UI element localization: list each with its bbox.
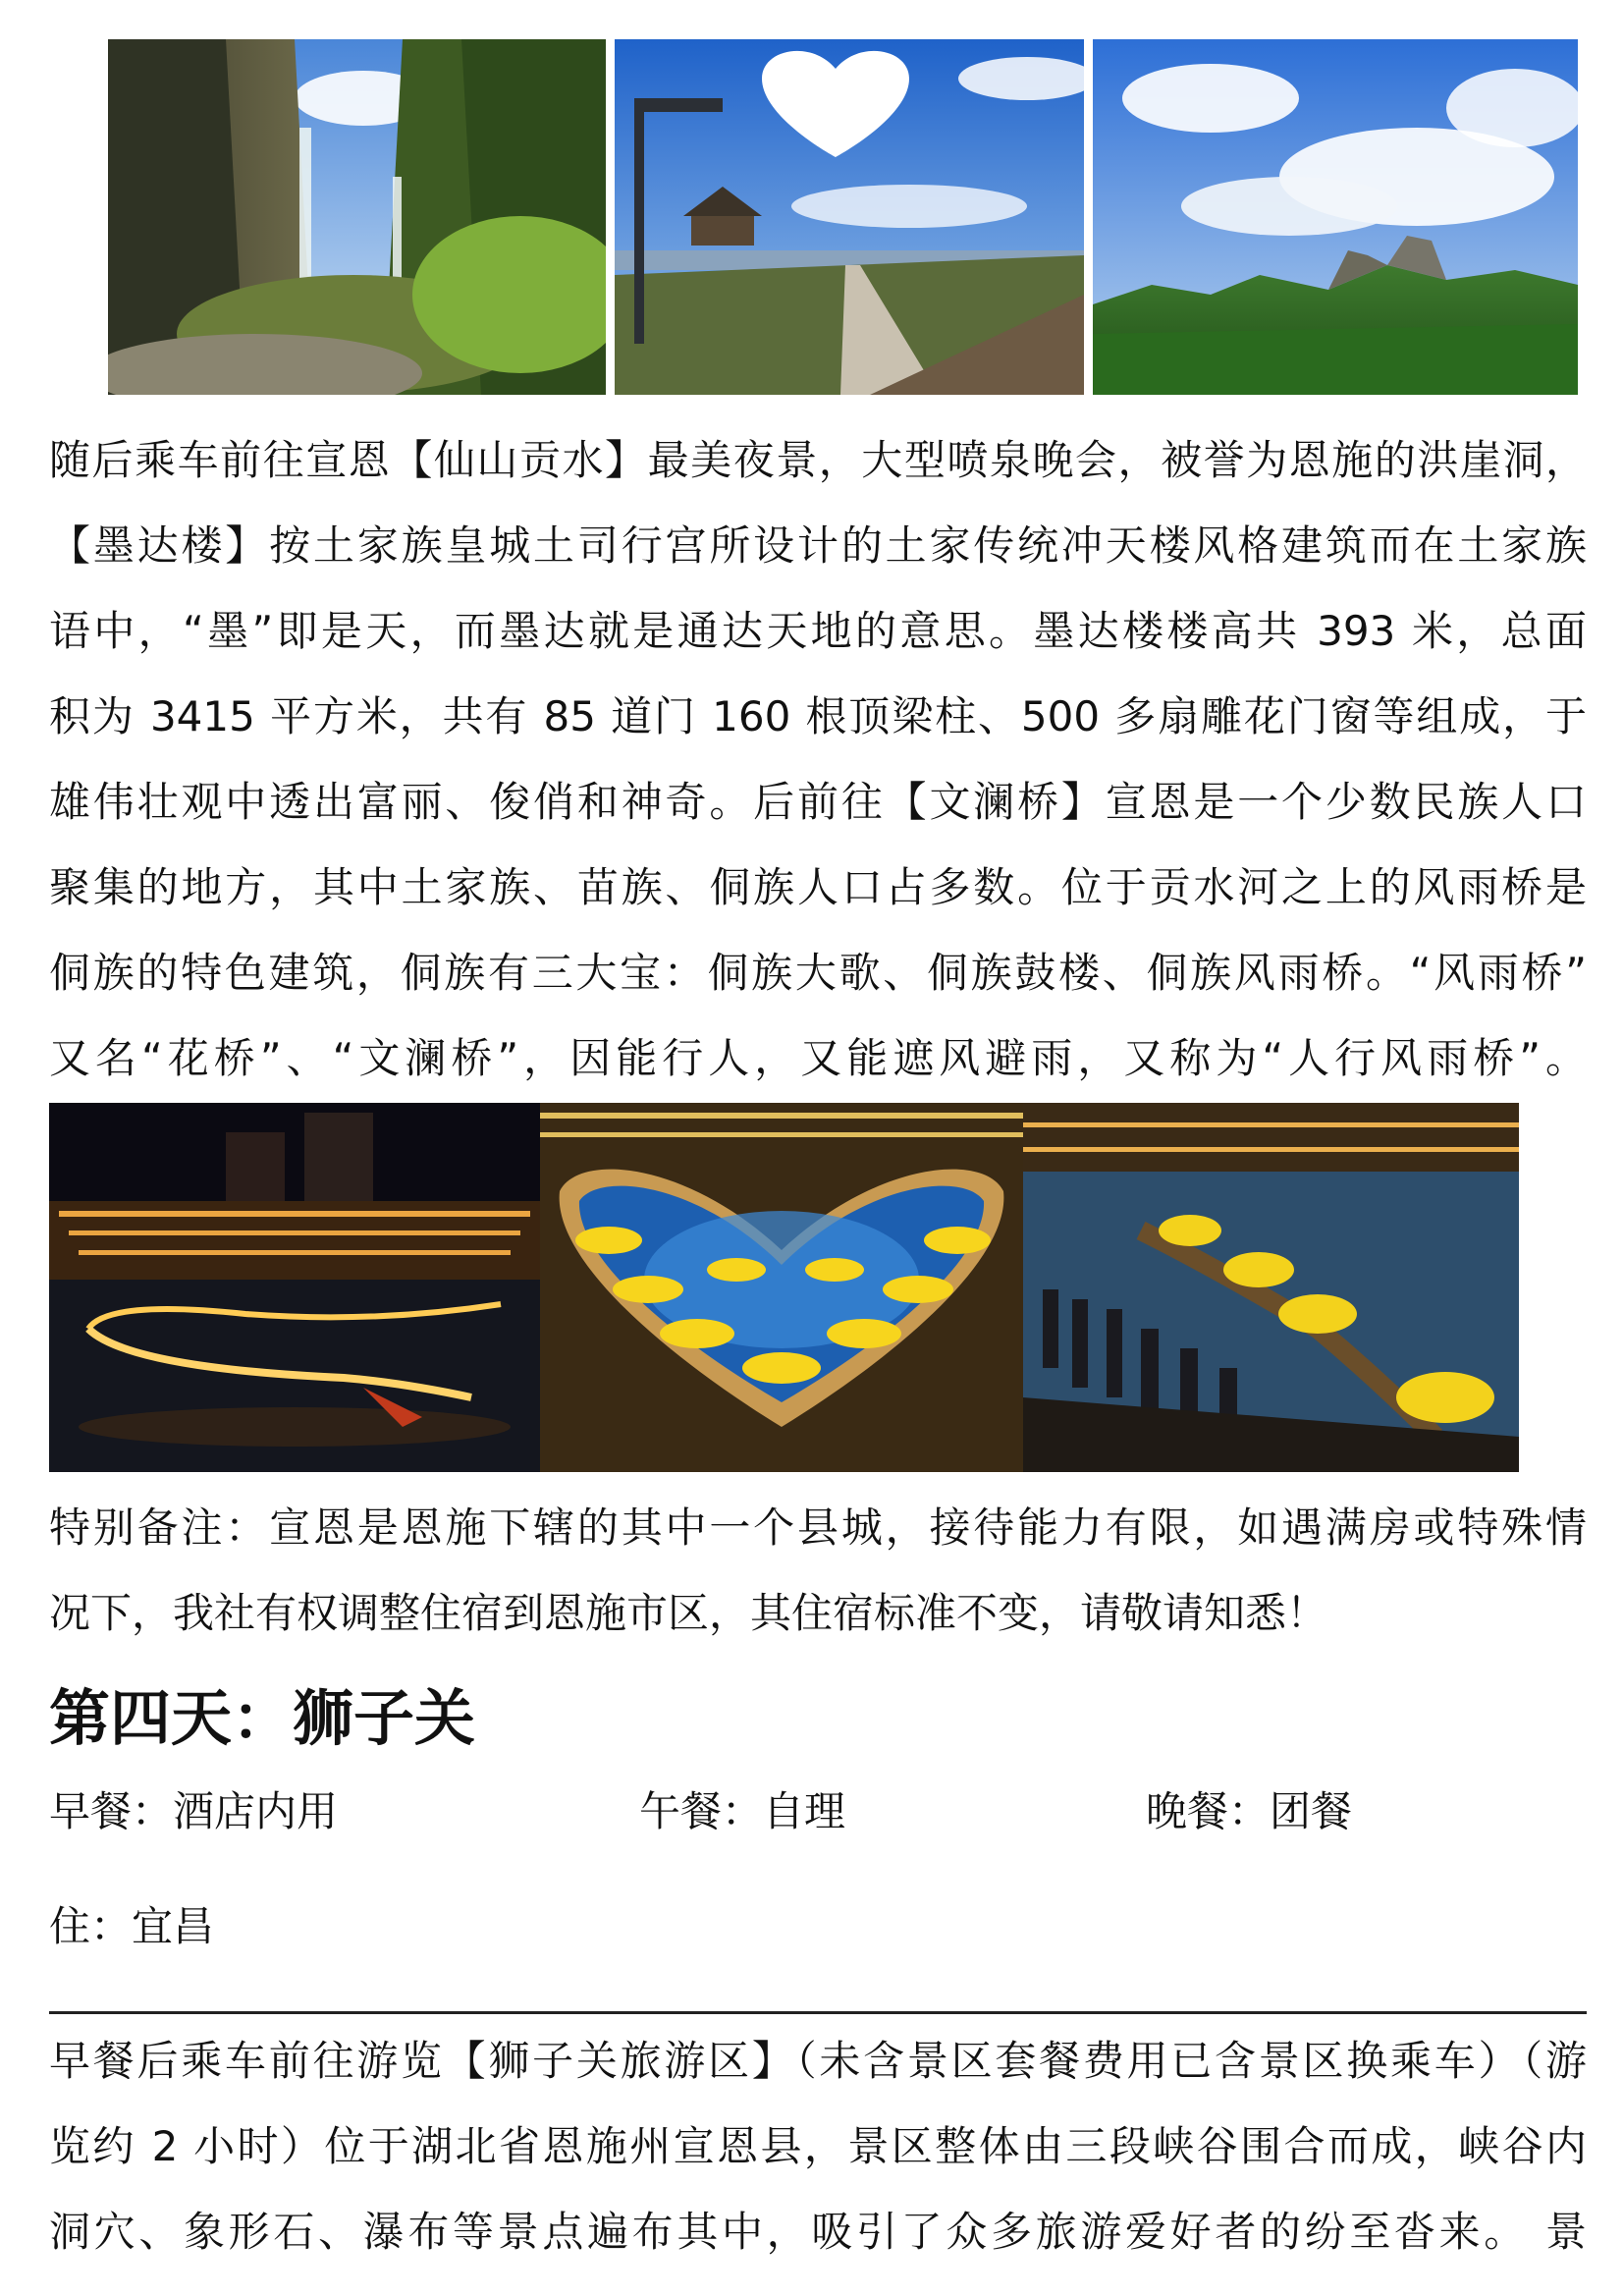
paragraph-line: 又名“花桥”、“文澜桥”，因能行人，又能遮风避雨，又称为“人行风雨桥”。 bbox=[49, 1034, 1587, 1082]
intro-paragraph bbox=[49, 417, 1587, 1101]
paragraph-line: 聚集的地方，其中土家族、苗族、侗族人口占多数。位于贡水河之上的风雨桥是 bbox=[49, 863, 1587, 911]
day-title: 第四天：狮子关 bbox=[49, 1682, 476, 1754]
photo-canyon-waterfall bbox=[108, 39, 606, 395]
note-line: 特别备注：宣恩是恩施下辖的其中一个县城，接待能力有限，如遇满房或特殊情 bbox=[49, 1503, 1587, 1552]
paragraph-line: 积为 3415 平方米，共有 85 道门 160 根顶梁柱、500 多扇雕花门窗等组成，于 bbox=[49, 692, 1587, 740]
breakfast-info: 早餐：酒店内用 bbox=[49, 1787, 339, 1835]
divider bbox=[49, 2011, 1587, 2014]
photo-heart-cloud-walkway bbox=[615, 39, 1084, 395]
accommodation-info: 住：宜昌 bbox=[49, 1902, 215, 1950]
note-line: 况下，我社有权调整住宿到恩施市区，其住宿标准不变，请敬请知悉！ bbox=[49, 1589, 1328, 1637]
photo-night-crowd-umbrellas bbox=[1023, 1103, 1519, 1472]
special-note bbox=[49, 1485, 1587, 1656]
lunch-info: 午餐：自理 bbox=[639, 1787, 846, 1835]
photo-mountain-peaks bbox=[1093, 39, 1578, 395]
paragraph-line: 语中，“墨”即是天，而墨达就是通达天地的意思。墨达楼楼高共 393 米，总面 bbox=[49, 607, 1587, 655]
paragraph-line: 随后乘车前往宣恩【仙山贡水】最美夜景，大型喷泉晚会，被誉为恩施的洪崖洞， bbox=[49, 436, 1587, 484]
paragraph-line: 雄伟壮观中透出富丽、俊俏和神奇。后前往【文澜桥】宣恩是一个少数民族人口 bbox=[49, 778, 1587, 826]
itinerary-paragraph bbox=[49, 2018, 1587, 2274]
paragraph-line: 侗族的特色建筑，侗族有三大宝：侗族大歌、侗族鼓楼、侗族风雨桥。“风雨桥” bbox=[49, 949, 1587, 997]
paragraph-line: 【墨达楼】按土家族皇城土司行宫所设计的土家传统冲天楼风格建筑而在土家族 bbox=[49, 521, 1587, 570]
photo-night-riverside bbox=[49, 1103, 540, 1472]
dinner-info: 晚餐：团餐 bbox=[1146, 1787, 1353, 1835]
paragraph-line: 早餐后乘车前往游览【狮子关旅游区】（未含景区套餐费用已含景区换乘车）（游 bbox=[49, 2037, 1587, 2085]
paragraph-line: 洞穴、象形石、瀑布等景点遍布其中，吸引了众多旅游爱好者的纷至沓来。 景 bbox=[49, 2208, 1587, 2256]
photo-heart-pool-umbrellas bbox=[540, 1103, 1023, 1472]
paragraph-line: 览约 2 小时）位于湖北省恩施州宣恩县，景区整体由三段峡谷围合而成，峡谷内 bbox=[49, 2122, 1587, 2170]
